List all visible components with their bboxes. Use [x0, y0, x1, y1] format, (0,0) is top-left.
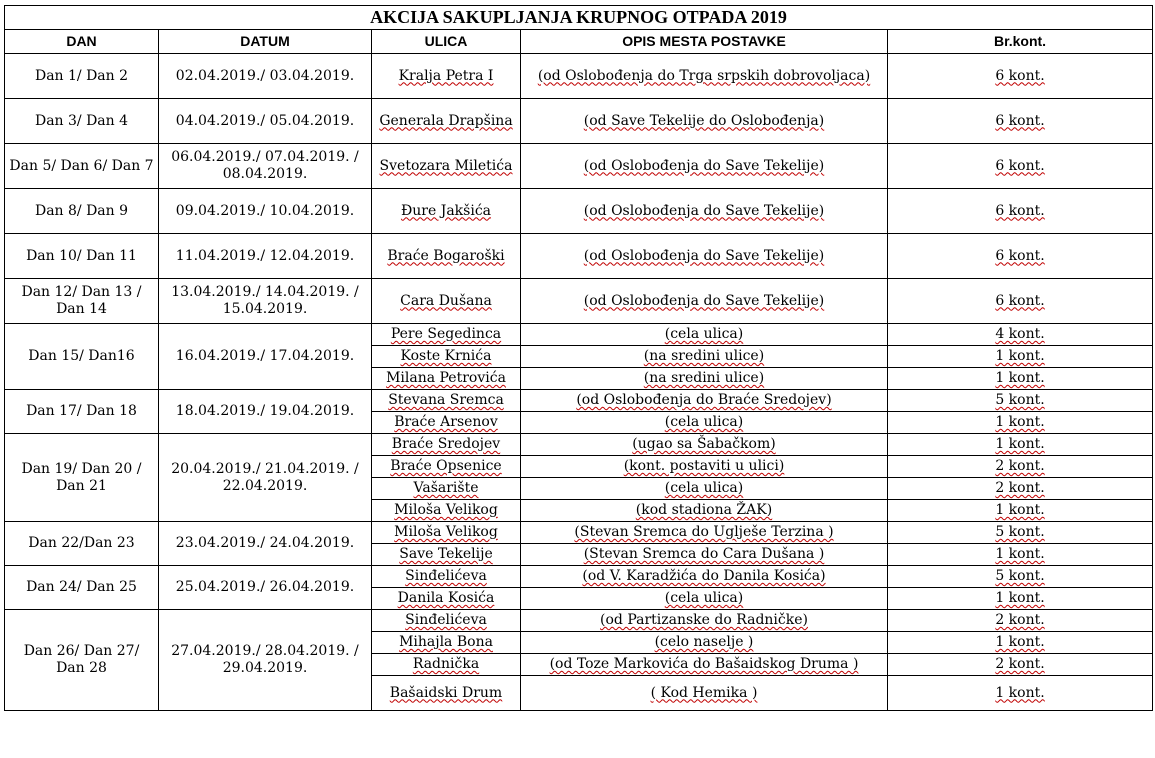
opis-cell	[521, 632, 888, 654]
table-row	[5, 54, 1153, 99]
opis-text: (od Oslobođenja do Braće Sredojev)	[576, 392, 832, 408]
datum-cell: 18.04.2019./ 19.04.2019.	[159, 390, 372, 434]
ulica-text: Braće Arsenov	[394, 414, 498, 430]
kont-cell	[888, 390, 1153, 412]
datum-cell: 06.04.2019./ 07.04.2019. / 08.04.2019.	[159, 144, 372, 189]
table-row	[5, 566, 1153, 588]
opis-text: (ugao sa Šabačkom)	[632, 436, 776, 452]
opis-text: (od Partizanske do Radničke)	[600, 612, 808, 628]
ulica-text: Mihajla Bona	[399, 634, 493, 650]
ulica-cell	[372, 99, 521, 144]
kont-text: 6 kont.	[995, 67, 1045, 84]
dan-cell: Dan 26/ Dan 27/ Dan 28	[5, 610, 159, 711]
opis-cell	[521, 234, 888, 279]
kont-text: 1 kont.	[995, 370, 1045, 386]
kont-cell	[888, 610, 1153, 632]
opis-cell	[521, 566, 888, 588]
opis-cell	[521, 434, 888, 456]
header-row	[5, 30, 1153, 54]
opis-text: (cela ulica)	[664, 414, 744, 430]
ulica-text: Pere Segedinca	[390, 326, 502, 342]
dan-cell: Dan 12/ Dan 13 / Dan 14	[5, 279, 159, 324]
datum-cell: 13.04.2019./ 14.04.2019. / 15.04.2019.	[159, 279, 372, 324]
kont-text: 1 kont.	[995, 546, 1045, 562]
dan-cell: Dan 3/ Dan 4	[5, 99, 159, 144]
opis-text: (od Oslobođenja do Save Tekelije)	[583, 157, 825, 174]
opis-text: (celo naselje )	[654, 634, 754, 650]
datum-cell: 16.04.2019./ 17.04.2019.	[159, 324, 372, 390]
ulica-text: Milana Petrovića	[386, 370, 506, 386]
opis-text: (kont. postaviti u ulici)	[623, 458, 785, 474]
kont-text: 2 kont.	[995, 480, 1045, 496]
ulica-text: Danila Kosića	[397, 590, 495, 606]
ulica-cell	[372, 544, 521, 566]
kont-text: 1 kont.	[995, 348, 1045, 364]
kont-cell	[888, 234, 1153, 279]
kont-text: 6 kont.	[995, 292, 1045, 309]
ulica-cell	[372, 522, 521, 544]
schedule-table	[4, 5, 1153, 711]
opis-cell	[521, 456, 888, 478]
opis-cell	[521, 99, 888, 144]
opis-cell	[521, 346, 888, 368]
opis-text: (od Toze Markovića do Bašaidskog Druma )	[549, 656, 859, 672]
ulica-text: Stevana Sremca	[388, 392, 504, 408]
ulica-text: Cara Dušana	[400, 292, 492, 309]
ulica-cell	[372, 588, 521, 610]
ulica-cell	[372, 390, 521, 412]
kont-cell	[888, 189, 1153, 234]
kont-text: 5 kont.	[995, 568, 1045, 584]
ulica-text: Koste Krnića	[400, 348, 492, 364]
opis-text: (cela ulica)	[664, 590, 744, 606]
kont-text: 1 kont.	[995, 414, 1045, 430]
ulica-text: Braće Bogaroški	[387, 247, 505, 264]
ulica-text: Kralja Petra I	[398, 67, 494, 84]
kont-cell	[888, 144, 1153, 189]
ulica-text: Sinđelićeva	[405, 568, 487, 584]
kont-text: 2 kont.	[995, 458, 1045, 474]
datum-cell: 11.04.2019./ 12.04.2019.	[159, 234, 372, 279]
ulica-cell	[372, 412, 521, 434]
datum-cell: 27.04.2019./ 28.04.2019. / 29.04.2019.	[159, 610, 372, 711]
column-header-dan: DAN	[5, 30, 159, 54]
column-header-ulica: ULICA	[372, 30, 521, 54]
kont-cell	[888, 478, 1153, 500]
table-row	[5, 390, 1153, 412]
kont-text: 6 kont.	[995, 247, 1045, 264]
dan-cell: Dan 19/ Dan 20 / Dan 21	[5, 434, 159, 522]
kont-cell	[888, 368, 1153, 390]
ulica-cell	[372, 456, 521, 478]
kont-text: 4 kont.	[995, 326, 1045, 342]
kont-text: 1 kont.	[995, 634, 1045, 650]
opis-cell	[521, 654, 888, 676]
kont-cell	[888, 522, 1153, 544]
dan-cell: Dan 10/ Dan 11	[5, 234, 159, 279]
opis-cell	[521, 478, 888, 500]
datum-cell: 20.04.2019./ 21.04.2019. / 22.04.2019.	[159, 434, 372, 522]
column-header-br-kont: Br.kont.	[888, 30, 1153, 54]
datum-cell: 09.04.2019./ 10.04.2019.	[159, 189, 372, 234]
kont-cell	[888, 54, 1153, 99]
ulica-text: Miloša Velikog	[394, 502, 498, 518]
kont-cell	[888, 434, 1153, 456]
opis-cell	[521, 189, 888, 234]
kont-text: 1 kont.	[995, 684, 1045, 701]
kont-text: 6 kont.	[995, 202, 1045, 219]
ulica-cell	[372, 346, 521, 368]
opis-cell	[521, 144, 888, 189]
ulica-cell	[372, 368, 521, 390]
opis-text: (od V. Karadžića do Danila Kosića)	[582, 568, 826, 584]
kont-cell	[888, 632, 1153, 654]
dan-cell: Dan 24/ Dan 25	[5, 566, 159, 610]
opis-cell	[521, 610, 888, 632]
opis-cell	[521, 279, 888, 324]
column-header-datum: DATUM	[159, 30, 372, 54]
table-row	[5, 234, 1153, 279]
ulica-text: Generala Drapšina	[379, 112, 513, 129]
schedule-sheet	[4, 5, 1152, 711]
opis-text: (od Oslobođenja do Trga srpskih dobrovoljaca)	[537, 67, 871, 84]
kont-cell	[888, 676, 1153, 711]
table-row	[5, 324, 1153, 346]
ulica-cell	[372, 144, 521, 189]
ulica-cell	[372, 434, 521, 456]
kont-cell	[888, 456, 1153, 478]
opis-cell	[521, 390, 888, 412]
table-row	[5, 610, 1153, 632]
opis-cell	[521, 522, 888, 544]
opis-text: (cela ulica)	[664, 480, 744, 496]
kont-text: 2 kont.	[995, 612, 1045, 628]
dan-cell: Dan 17/ Dan 18	[5, 390, 159, 434]
ulica-text: Save Tekelije	[399, 546, 493, 562]
ulica-text: Miloša Velikog	[394, 524, 498, 540]
kont-cell	[888, 500, 1153, 522]
opis-text: (od Oslobođenja do Save Tekelije)	[583, 292, 825, 309]
kont-cell	[888, 99, 1153, 144]
table-row	[5, 99, 1153, 144]
dan-cell: Dan 22/Dan 23	[5, 522, 159, 566]
opis-text: (Stevan Sremca do Cara Dušana )	[583, 546, 825, 562]
opis-text: (Stevan Sremca do Uglješe Terzina )	[574, 524, 834, 540]
ulica-text: Braće Opsenice	[390, 458, 502, 474]
kont-cell	[888, 654, 1153, 676]
kont-text: 5 kont.	[995, 392, 1045, 408]
table-row	[5, 189, 1153, 234]
table-row	[5, 434, 1153, 456]
opis-text: (cela ulica)	[664, 326, 744, 342]
opis-cell	[521, 412, 888, 434]
ulica-cell	[372, 324, 521, 346]
kont-text: 1 kont.	[995, 590, 1045, 606]
kont-cell	[888, 588, 1153, 610]
kont-text: 5 kont.	[995, 524, 1045, 540]
ulica-cell	[372, 279, 521, 324]
ulica-cell	[372, 632, 521, 654]
ulica-cell	[372, 189, 521, 234]
table-row	[5, 522, 1153, 544]
table-row	[5, 144, 1153, 189]
kont-cell	[888, 279, 1153, 324]
table-row	[5, 279, 1153, 324]
kont-cell	[888, 346, 1153, 368]
opis-cell	[521, 588, 888, 610]
ulica-text: Bašaidski Drum	[389, 684, 503, 701]
datum-cell: 23.04.2019./ 24.04.2019.	[159, 522, 372, 566]
kont-text: 1 kont.	[995, 436, 1045, 452]
ulica-cell	[372, 654, 521, 676]
ulica-text: Sinđelićeva	[405, 612, 487, 628]
kont-cell	[888, 324, 1153, 346]
opis-text: (od Oslobođenja do Save Tekelije)	[583, 247, 825, 264]
opis-text: (od Oslobođenja do Save Tekelije)	[583, 202, 825, 219]
dan-cell: Dan 1/ Dan 2	[5, 54, 159, 99]
ulica-cell	[372, 500, 521, 522]
opis-cell	[521, 500, 888, 522]
kont-cell	[888, 412, 1153, 434]
opis-cell	[521, 368, 888, 390]
opis-cell	[521, 544, 888, 566]
ulica-cell	[372, 478, 521, 500]
ulica-cell	[372, 54, 521, 99]
kont-text: 2 kont.	[995, 656, 1045, 672]
kont-text: 6 kont.	[995, 157, 1045, 174]
datum-cell: 02.04.2019./ 03.04.2019.	[159, 54, 372, 99]
kont-cell	[888, 566, 1153, 588]
datum-cell: 25.04.2019./ 26.04.2019.	[159, 566, 372, 610]
column-header-opis: OPIS MESTA POSTAVKE	[521, 30, 888, 54]
opis-text: (na sredini ulice)	[643, 348, 765, 364]
kont-text: 6 kont.	[995, 112, 1045, 129]
opis-cell	[521, 54, 888, 99]
ulica-cell	[372, 566, 521, 588]
datum-cell: 04.04.2019./ 05.04.2019.	[159, 99, 372, 144]
opis-text: (kod stadiona ŽAK)	[635, 502, 773, 518]
document-title: AKCIJA SAKUPLJANJA KRUPNOG OTPADA 2019	[5, 6, 1153, 30]
dan-cell: Dan 8/ Dan 9	[5, 189, 159, 234]
ulica-text: Svetozara Miletića	[379, 157, 513, 174]
ulica-text: Braće Sredojev	[391, 436, 501, 452]
opis-text: (od Save Tekelije do Oslobođenja)	[583, 112, 825, 129]
opis-text: (na sredini ulice)	[643, 370, 765, 386]
ulica-text: Đure Jakšića	[400, 202, 492, 219]
opis-text: ( Kod Hemika )	[650, 684, 758, 701]
opis-cell	[521, 324, 888, 346]
ulica-cell	[372, 610, 521, 632]
kont-cell	[888, 544, 1153, 566]
ulica-text: Vašarište	[413, 480, 479, 496]
kont-text: 1 kont.	[995, 502, 1045, 518]
dan-cell: Dan 5/ Dan 6/ Dan 7	[5, 144, 159, 189]
title-row	[5, 6, 1153, 30]
ulica-cell	[372, 234, 521, 279]
dan-cell: Dan 15/ Dan16	[5, 324, 159, 390]
ulica-text: Radnička	[412, 656, 480, 672]
opis-cell	[521, 676, 888, 711]
ulica-cell	[372, 676, 521, 711]
